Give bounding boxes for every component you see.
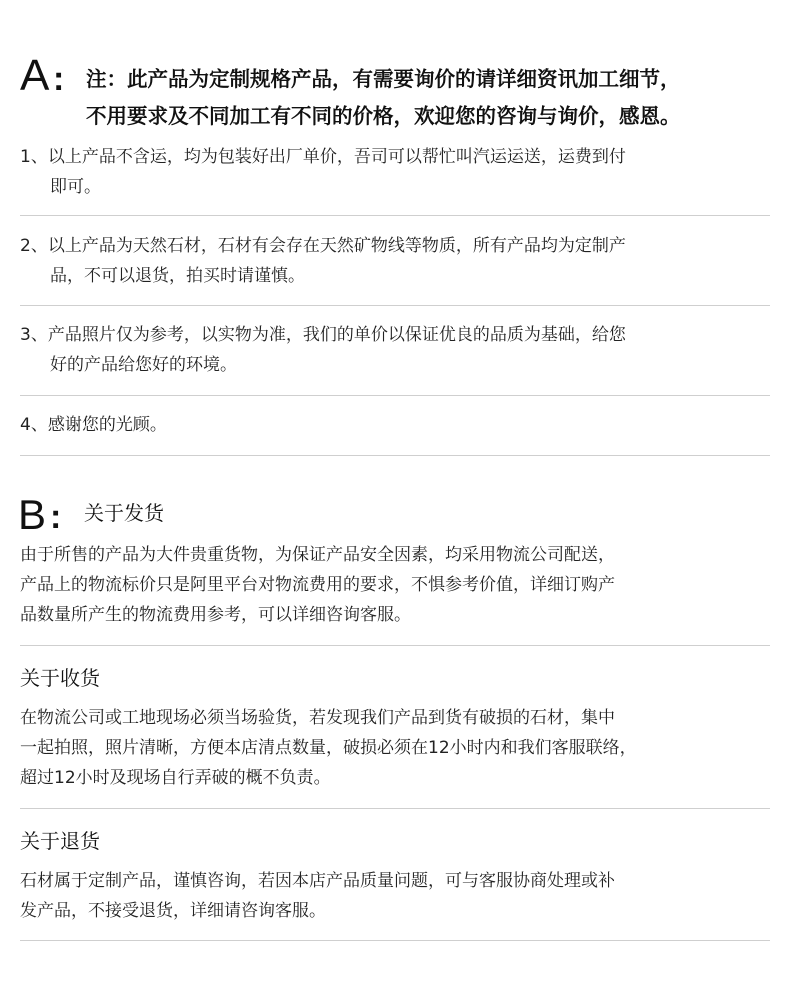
receiving-line-1: 在物流公司或工地现场必须当场验货，若发现我们产品到货有破损的石材，集中 [20,708,615,728]
divider [20,215,770,216]
notice-item-1 [20,142,780,202]
receiving-title: 关于收货 [20,666,100,690]
divider [20,940,770,941]
notice-item-4 [20,410,780,440]
notice-item-1-line-2: 即可。 [50,177,101,197]
section-a-colon: : [53,60,65,98]
divider [20,395,770,396]
section-a-letter: A [20,51,50,100]
notice-item-1-line-1: 1、以上产品不含运，均为包装好出厂单价，吾司可以帮忙叫汽运运送，运费到付 [20,147,626,167]
notice-item-2-line-1: 2、以上产品为天然石材，石材有会存在天然矿物线等物质，所有产品均为定制产 [20,236,626,256]
receiving-line-3: 超过12小时及现场自行弄破的概不负责。 [20,768,331,788]
shipping-line-1: 由于所售的产品为大件贵重货物，为保证产品安全因素，均采用物流公司配送， [20,545,615,565]
shipping-line-2: 产品上的物流标价只是阿里平台对物流费用的要求，不惧参考价值，详细订购产 [20,575,615,595]
section-b-letter: B [18,491,47,538]
shipping-title: 关于发货 [84,501,164,525]
section-b-colon: : [50,498,62,536]
divider [20,305,770,306]
notice-item-2-line-2: 品，不可以退货，拍买时请谨慎。 [50,266,305,286]
return-line-1: 石材属于定制产品，谨慎咨询，若因本店产品质量问题，可与客服协商处理或补 [20,871,615,891]
shipping-paragraph [20,540,780,630]
section-a-note-line-1: 注：此产品为定制规格产品，有需要询价的请详细资讯加工细节， [86,67,681,91]
notice-item-3 [20,320,780,380]
notice-item-3-line-1: 3、产品照片仅为参考，以实物为准，我们的单价以保证优良的品质为基础，给您 [20,325,626,345]
receiving-paragraph [20,703,780,793]
notice-item-4-line-1: 4、感谢您的光顾。 [20,415,167,435]
receiving-line-2: 一起拍照，照片清晰，方便本店清点数量，破损必须在12小时内和我们客服联络， [20,738,637,758]
return-title: 关于退货 [20,829,100,853]
divider [20,455,770,456]
notice-item-3-line-2: 好的产品给您好的环境。 [50,355,237,375]
divider [20,645,770,646]
return-paragraph [20,866,780,926]
divider [20,808,770,809]
notice-item-2 [20,231,780,291]
section-a-note-line-2: 不用要求及不同加工有不同的价格，欢迎您的咨询与询价，感恩。 [86,104,681,128]
return-line-2: 发产品，不接受退货，详细请咨询客服。 [20,901,326,921]
shipping-line-3: 品数量所产生的物流费用参考，可以详细咨询客服。 [20,605,411,625]
